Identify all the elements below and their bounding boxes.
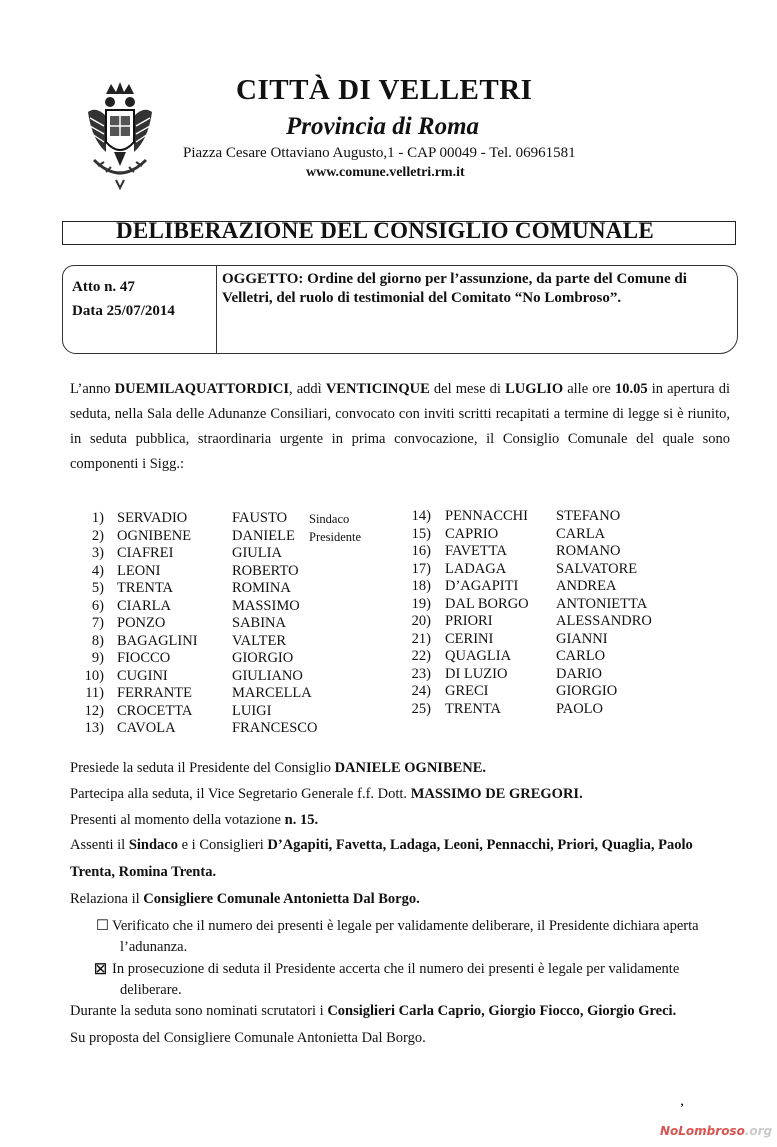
- check-option-2-line: In prosecuzione di seduta il Presidente accerta che il numero dei presenti è legale per validamente: [112, 961, 680, 977]
- intro-text: del mese di: [429, 381, 506, 397]
- member-role: Sindaco: [309, 512, 350, 526]
- member-number: 9): [91, 650, 104, 666]
- member-surname: CERINI: [445, 630, 494, 647]
- member-surname: LEONI: [117, 562, 161, 579]
- member-number: 6): [91, 597, 104, 614]
- intro-paragraph: [70, 377, 730, 477]
- check-option-2: [112, 959, 730, 1001]
- member-number: 3): [91, 545, 104, 561]
- deliberation-banner: DELIBERAZIONE DEL CONSIGLIO COMUNALE: [116, 218, 654, 243]
- member-number: 15): [411, 525, 431, 542]
- member-number: 23): [411, 665, 431, 682]
- member-name: PAOLO: [556, 700, 604, 717]
- member-name: DARIO: [556, 665, 602, 682]
- member-name: ALESSANDRO: [556, 613, 652, 629]
- member-number: 20): [411, 613, 431, 629]
- member-name: GIULIA: [232, 545, 282, 561]
- member-number: 4): [91, 562, 104, 579]
- session-absent: [70, 837, 730, 854]
- member-surname: TRENTA: [117, 580, 174, 596]
- intro-text: , addì: [288, 381, 326, 397]
- member-name: MASSIMO: [232, 597, 300, 614]
- act-box-divider: [216, 265, 217, 354]
- session-secretary: [70, 786, 583, 803]
- member-surname: D’AGAPITI: [445, 578, 519, 594]
- member-name: ROMANO: [556, 543, 621, 559]
- intro-day: VENTICINQUE: [325, 381, 430, 397]
- session-text: Assenti il: [70, 837, 129, 853]
- member-surname: TRENTA: [445, 700, 502, 717]
- member-number: 13): [84, 720, 104, 736]
- member-name: GIANNI: [556, 630, 608, 647]
- member-name: SABINA: [232, 615, 286, 631]
- checkbox-unchecked: ☐: [96, 918, 109, 934]
- member-surname: CROCETTA: [117, 702, 193, 719]
- session-text: Presenti al momento della votazione: [70, 812, 285, 828]
- absent-names-cont: Trenta, Romina Trenta.: [70, 864, 217, 880]
- member-surname: CUGINI: [117, 667, 168, 684]
- member-surname: OGNIBENE: [117, 527, 192, 544]
- member-number: 8): [91, 632, 104, 649]
- session-president: [70, 760, 486, 777]
- member-surname: QUAGLIA: [445, 648, 512, 664]
- checkbox-checked: ☒: [94, 962, 107, 978]
- member-name: DANIELE: [232, 527, 295, 544]
- city-website: www.comune.velletri.rm.it: [306, 165, 465, 180]
- city-coat-of-arms-icon: [84, 82, 156, 192]
- member-number: 24): [411, 683, 431, 699]
- member-name: STEFANO: [556, 508, 621, 524]
- member-name: GIULIANO: [232, 667, 303, 684]
- member-name: ANTONIETTA: [556, 595, 648, 612]
- member-surname: CIARLA: [117, 597, 171, 614]
- member-name: ROBERTO: [232, 562, 299, 579]
- member-number: 5): [91, 580, 104, 596]
- session-text: Presiede la seduta il Presidente del Consiglio: [70, 760, 335, 776]
- session-present: [70, 812, 318, 829]
- secretary-name: MASSIMO DE GREGORI.: [410, 786, 583, 802]
- session-text: e i Consiglieri: [177, 837, 268, 853]
- member-surname: FAVETTA: [445, 543, 507, 559]
- member-surname: DI LUZIO: [445, 665, 508, 682]
- check-option-1: [112, 916, 730, 958]
- session-absent-cont: [70, 864, 216, 881]
- member-surname: FERRANTE: [117, 685, 192, 701]
- member-number: 21): [411, 630, 431, 647]
- intro-text: alle ore: [563, 381, 615, 397]
- session-report: [70, 891, 420, 908]
- member-number: 7): [91, 615, 104, 631]
- page-mark: ’: [680, 1100, 684, 1114]
- member-surname: PONZO: [117, 615, 166, 631]
- session-proposal: Su proposta del Consigliere Comunale Antonietta Dal Borgo.: [70, 1030, 426, 1046]
- intro-text: in apertura di seduta, nella Sala delle Adunanze Consiliari, convocato con inviti scritti recapitati a termine di legge si è riunito, in seduta pubblica, straordinaria urgente in prima convocazione, il Consiglio Comunale del quale sono componenti i Sigg.:: [70, 381, 730, 472]
- member-surname: CAPRIO: [445, 525, 499, 542]
- intro-time: 10.05: [614, 381, 648, 397]
- scrutineers-names: Consiglieri Carla Caprio, Giorgio Fiocco, Giorgio Greci.: [327, 1003, 677, 1019]
- member-name: CARLO: [556, 648, 606, 664]
- member-surname: DAL BORGO: [445, 595, 529, 612]
- report-name: Consigliere Comunale Antonietta Dal Borgo.: [143, 891, 420, 907]
- member-name: VALTER: [232, 632, 286, 649]
- member-surname: PRIORI: [445, 613, 493, 629]
- check-option-2-line: deliberare.: [120, 982, 182, 998]
- member-name: ROMINA: [232, 580, 291, 596]
- member-number: 22): [411, 648, 431, 664]
- check-option-1-line: Verificato che il numero dei presenti è legale per validamente deliberare, il Presidente dichiara aperta: [112, 918, 699, 934]
- member-number: 10): [84, 667, 104, 684]
- act-date: Data 25/07/2014: [72, 303, 175, 319]
- member-number: 11): [85, 685, 104, 701]
- member-name: GIORGIO: [556, 683, 618, 699]
- present-count: n. 15.: [284, 812, 319, 828]
- member-surname: CIAFREI: [117, 545, 174, 561]
- member-surname: GRECI: [445, 683, 489, 699]
- member-role: Presidente: [309, 529, 362, 544]
- act-number: Atto n. 47: [72, 279, 135, 295]
- member-number: 17): [411, 560, 431, 577]
- member-name: SALVATORE: [556, 560, 638, 577]
- member-number: 2): [91, 527, 104, 544]
- intro-text: L’anno: [70, 381, 115, 397]
- session-scrutineers: [70, 1003, 676, 1020]
- president-name: DANIELE OGNIBENE.: [334, 760, 487, 776]
- session-text: Relaziona il: [70, 891, 144, 907]
- member-number: 25): [411, 700, 431, 717]
- check-option-1-line: l’adunanza.: [120, 939, 188, 955]
- city-address: Piazza Cesare Ottaviano Augusto,1 - CAP 00049 - Tel. 06961581: [183, 145, 576, 161]
- absent-sindaco: Sindaco: [128, 837, 178, 853]
- member-surname: PENNACCHI: [445, 508, 528, 524]
- member-surname: FIOCCO: [117, 650, 171, 666]
- absent-names: D’Agapiti, Favetta, Ladaga, Leoni, Pennacchi, Priori, Quaglia, Paolo: [267, 837, 693, 853]
- member-name: GIORGIO: [232, 650, 294, 666]
- member-name: FRANCESCO: [232, 720, 318, 736]
- province-title: Provincia di Roma: [286, 113, 480, 140]
- member-number: 1): [91, 510, 104, 526]
- member-surname: CAVOLA: [117, 720, 176, 736]
- intro-month: LUGLIO: [505, 381, 564, 397]
- site-watermark: [660, 1124, 772, 1138]
- member-name: LUIGI: [232, 702, 272, 719]
- member-number: 12): [84, 702, 104, 719]
- session-text: Durante la seduta sono nominati scrutatori i: [70, 1003, 328, 1019]
- member-number: 16): [411, 543, 431, 559]
- member-surname: SERVADIO: [117, 510, 188, 526]
- watermark-text: NoLombroso: [660, 1124, 745, 1138]
- intro-year: DUEMILAQUATTORDICI: [114, 381, 289, 397]
- city-title: CITTÀ DI VELLETRI: [236, 74, 533, 106]
- member-name: FAUSTO: [232, 510, 288, 526]
- member-name: CARLA: [556, 525, 606, 542]
- member-surname: BAGAGLINI: [117, 632, 198, 649]
- member-surname: LADAGA: [445, 560, 507, 577]
- member-number: 19): [411, 595, 431, 612]
- act-subject: OGGETTO: Ordine del giorno per l’assunzione, da parte del Comune di Velletri, del ruolo di testimonial del Comitato “No Lombroso”.: [222, 271, 687, 306]
- member-number: 18): [411, 578, 431, 594]
- watermark-suffix: .org: [744, 1124, 773, 1138]
- member-name: ANDREA: [556, 578, 617, 594]
- member-name: MARCELLA: [232, 685, 312, 701]
- member-number: 14): [411, 508, 431, 524]
- session-text: Partecipa alla seduta, il Vice Segretario Generale f.f. Dott.: [70, 786, 411, 802]
